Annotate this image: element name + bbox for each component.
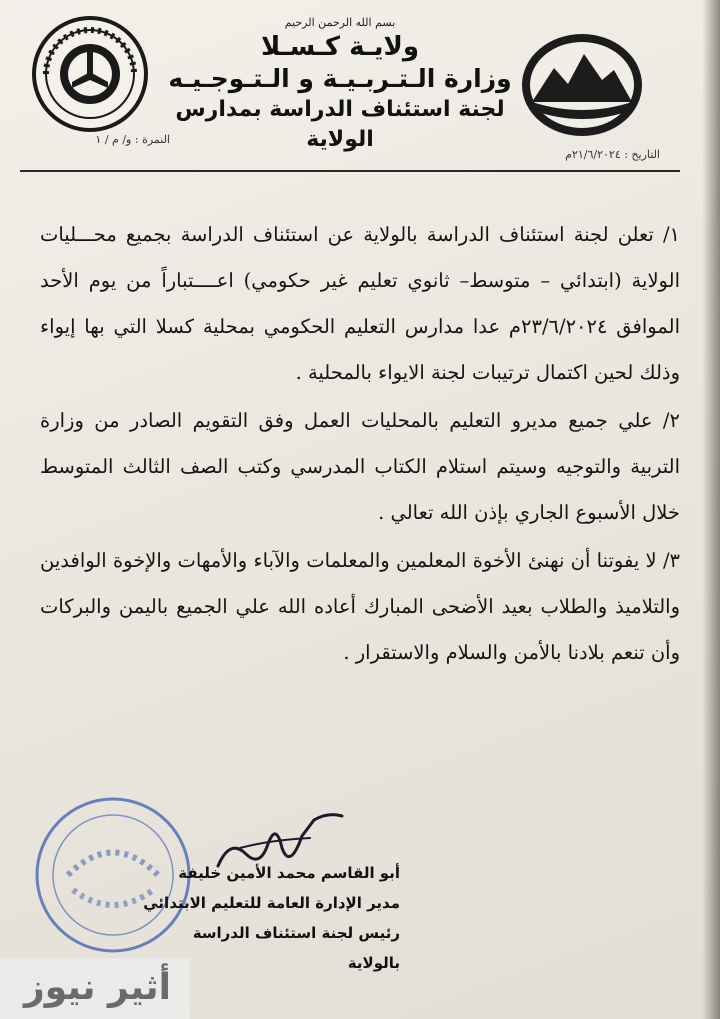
signatory-role: رئيس لجنة استئناف الدراسة بالولاية <box>192 924 400 972</box>
signatory-title: مدير الإدارة العامة للتعليم الابتدائي <box>143 894 400 912</box>
ministry-name: وزارة الـتـربـيـة و الـتـوجـيـه <box>168 64 512 93</box>
watermark-logo: أثير نيوز <box>24 967 171 1008</box>
reference-number: النمرة : و/ م / ١ <box>95 133 170 146</box>
paragraph-3: ٣/ لا يفوتنا أن نهنئ الأخوة المعلمين والمعلمات والآباء والأمهات والإخوة الوافدين والتلاميذ والطلاب بعيد الأضحى المبارك أعاده الله علي الجميع باليمن والبركات وأن تنعم بلادنا بالأمن والسلام والاستقرار . <box>40 549 680 664</box>
page-edge-shadow <box>702 0 720 1019</box>
document-date: التاريخ : ٢١/٦/٢٠٢٤م <box>565 148 660 161</box>
mountains-emblem-icon <box>520 32 644 138</box>
committee-name: لجنة استئناف الدراسة بمدارس الولاية <box>175 97 505 152</box>
ministry-emblem-icon <box>28 12 152 136</box>
letterhead <box>150 16 530 155</box>
state-name: ولايـة كـسـلا <box>260 32 420 62</box>
paragraph-2: ٢/ علي جميع مديرو التعليم بالمحليات العمل وفق التقويم الصادر من وزارة التربية والتوجيه وسيتم استلام الكتاب المدرسي وكتب الصف الثالث المتوسط خلال الأسبوع الجاري بإذن الله تعالي . <box>40 409 680 524</box>
basmala: بسم الله الرحمن الرحيم <box>284 16 396 29</box>
letter-body <box>40 212 680 676</box>
header-divider <box>20 170 680 172</box>
signatory-name: أبو القاسم محمد الأمين خليفة <box>178 864 400 882</box>
paragraph-1: ١/ تعلن لجنة استئناف الدراسة بالولاية عن استئناف الدراسة بجميع محـــليات الولاية (ابتدائي – متوسط– ثانوي تعليم غير حكومي) اعــــتباراً من يوم الأحد الموافق ٢٣/٦/٢٠٢٤م عدا مدارس التعليم الحكومي بمحلية كسلا التي بها إيواء وذلك لحين اكتمال ترتيبات لجنة الايواء بالمحلية . <box>40 223 680 384</box>
